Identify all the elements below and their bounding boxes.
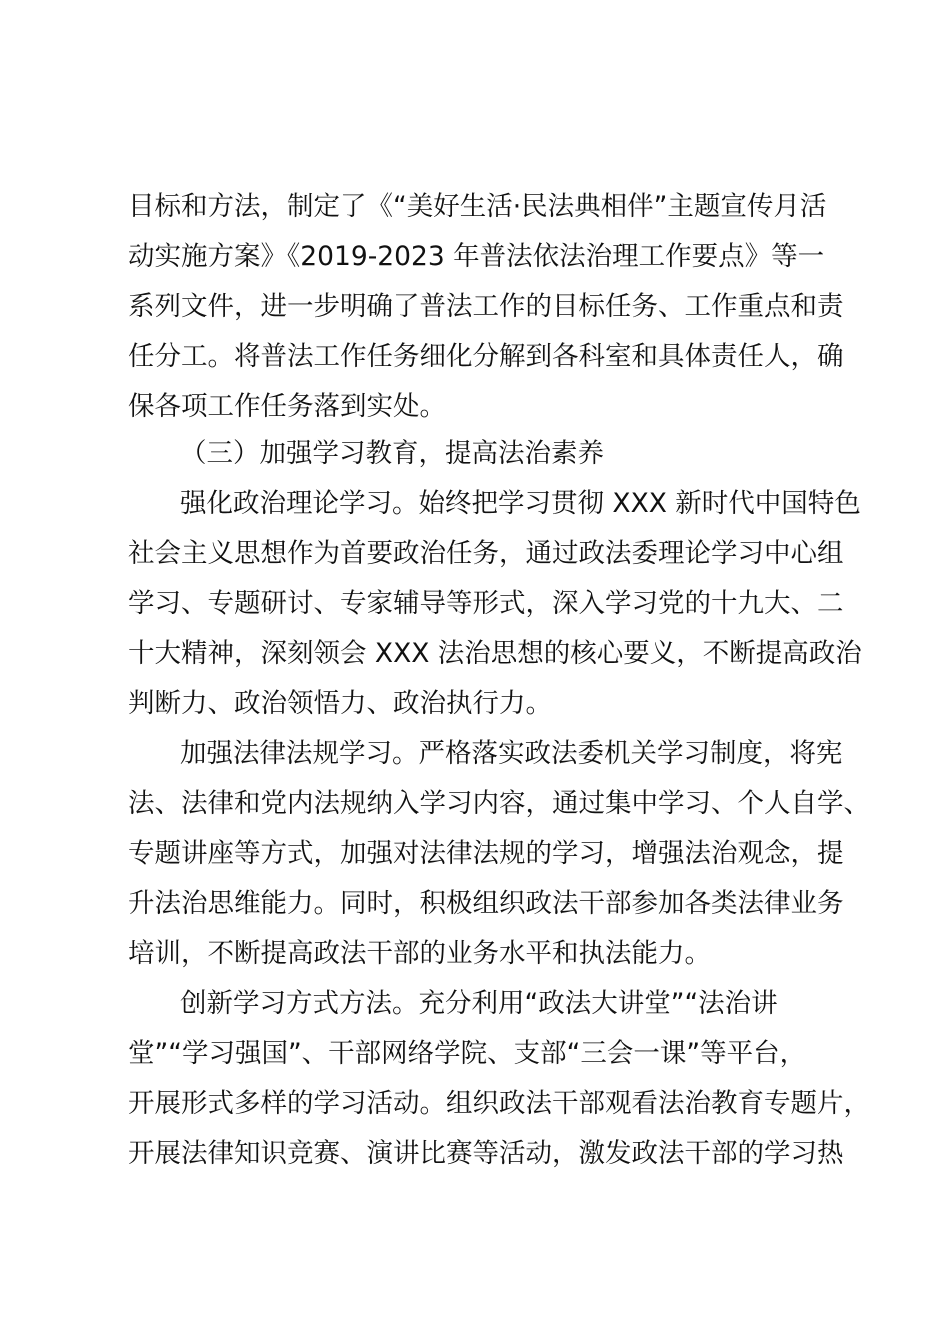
para4-line-1: 创新学习方式方法。充分利用“政法大讲堂”“法治讲: [180, 988, 778, 1019]
para1-line-2: 动实施方案》《2019-2023 年普法依法治理工作要点》等一: [128, 241, 825, 272]
para1-line-3: 系列文件，进一步明确了普法工作的目标任务、工作重点和责: [128, 291, 844, 322]
para2-line-3: 学习、专题研讨、专家辅导等形式，深入学习党的十九大、二: [128, 588, 844, 619]
para3-line-3: 专题讲座等方式，加强对法律法规的学习，增强法治观念，提: [128, 838, 844, 869]
para1-line-4: 任分工。将普法工作任务细化分解到各科室和具体责任人，确: [128, 341, 844, 372]
para4-line-4: 开展法律知识竞赛、演讲比赛等活动，激发政法干部的学习热: [128, 1138, 844, 1169]
para4-line-2: 堂”“学习强国”、干部网络学院、支部“三会一课”等平台，: [128, 1038, 807, 1069]
para2-line-2: 社会主义思想作为首要政治任务，通过政法委理论学习中心组: [128, 538, 844, 569]
para3-line-5: 培训，不断提高政法干部的业务水平和执法能力。: [128, 938, 711, 969]
para3-line-2: 法、法律和党内法规纳入学习内容，通过集中学习、个人自学、: [128, 788, 870, 819]
para3-line-4: 升法治思维能力。同时，积极组织政法干部参加各类法律业务: [128, 888, 844, 919]
para4-line-3: 开展形式多样的学习活动。组织政法干部观看法治教育专题片，: [128, 1088, 870, 1119]
para3-line-1: 加强法律法规学习。严格落实政法委机关学习制度，将宪: [180, 738, 843, 769]
para2-line-4: 十大精神，深刻领会 XXX 法治思想的核心要义，不断提高政治: [128, 638, 862, 669]
para2-line-5: 判断力、政治领悟力、政治执行力。: [128, 688, 552, 719]
para2-line-1: 强化政治理论学习。始终把学习贯彻 XXX 新时代中国特色: [180, 488, 861, 519]
para1-line-1: 目标和方法，制定了《“美好生活·民法典相伴”主题宣传月活: [128, 191, 827, 222]
para1-line-5: 保各项工作任务落到实处。: [128, 391, 446, 422]
section-heading-3: （三）加强学习教育，提高法治素养: [180, 438, 604, 469]
